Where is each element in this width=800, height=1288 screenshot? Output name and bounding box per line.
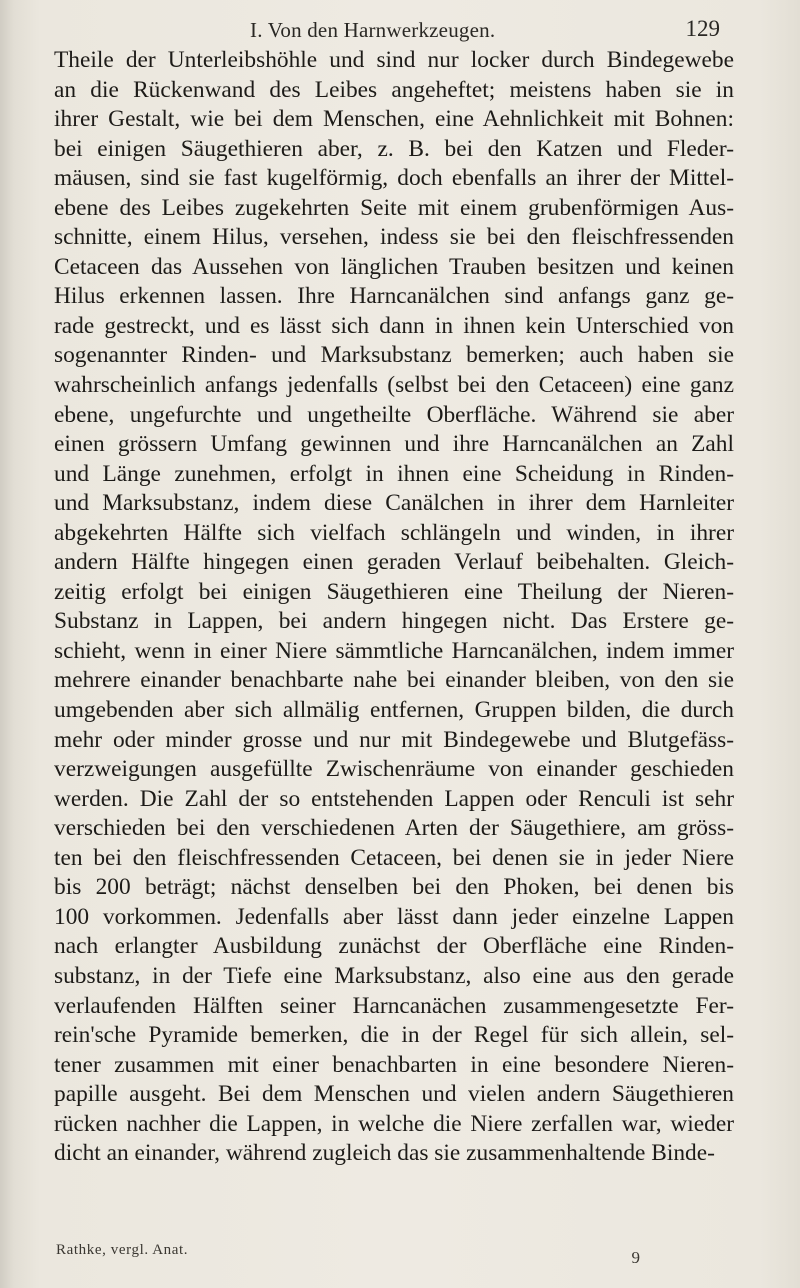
text-line: dicht an einander, während zugleich das sie zusammenhaltende Binde- <box>54 1140 715 1167</box>
text-line: und Marksubstanz, indem diese Canälchen in ihrer dem Harnleiter <box>54 490 734 517</box>
text-line: andern Hälfte hingegen einen geraden Verlauf beibehalten. Gleich- <box>54 549 734 576</box>
text-line: wahrscheinlich anfangs jedenfalls (selbst bei den Cetaceen) eine ganz <box>54 372 734 399</box>
text-line: ihrer Gestalt, wie bei dem Menschen, eine Aehnlichkeit mit Bohnen: <box>54 106 734 133</box>
text-line: tener zusammen mit einer benachbarten in eine besondere Nieren- <box>54 1051 734 1078</box>
page-footer <box>56 1242 696 1272</box>
text-line: papille ausgeht. Bei dem Menschen und vielen andern Säugethieren <box>54 1081 734 1108</box>
text-line: sogenannter Rinden- und Marksubstanz bemerken; auch haben sie <box>54 342 734 369</box>
text-line: Hilus erkennen lassen. Ihre Harncanälchen sind anfangs ganz ge- <box>54 283 734 310</box>
text-line: bis 200 beträgt; nächst denselben bei den Phoken, bei denen bis <box>54 874 734 901</box>
text-line: rade gestreckt, und es lässt sich dann in ihnen kein Unterschied von <box>54 312 734 339</box>
text-line: rein'sche Pyramide bemerken, die in der Regel für sich allein, sel- <box>54 1022 734 1049</box>
text-line: umgebenden aber sich allmälig entfernen, Gruppen bilden, die durch <box>54 697 734 724</box>
text-line: abgekehrten Hälfte sich vielfach schlängeln und winden, in ihrer <box>54 519 734 546</box>
text-line: Theile der Unterleibshöhle und sind nur locker durch Bindegewebe <box>54 47 734 73</box>
text-line: verlaufenden Hälften seiner Harncanächen zusammengesetzte Fer- <box>54 992 734 1019</box>
text-line: verschieden bei den verschiedenen Arten der Säugethiere, am gröss- <box>54 815 734 842</box>
text-line: an die Rückenwand des Leibes angeheftet; meistens haben sie in <box>54 76 734 103</box>
text-line: zeitig erfolgt bei einigen Säugethieren eine Theilung der Nieren- <box>54 578 734 605</box>
text-line: substanz, in der Tiefe eine Marksubstanz, also eine aus den gerade <box>54 962 734 989</box>
text-line: nach erlangter Ausbildung zunächst der Oberfläche eine Rinden- <box>54 933 734 960</box>
text-line: ebene, ungefurchte und ungetheilte Oberfläche. Während sie aber <box>54 401 734 428</box>
text-line: Cetaceen das Aussehen von länglichen Trauben besitzen und keinen <box>54 253 734 280</box>
page-edge-shadow <box>0 0 14 1288</box>
text-line: verzweigungen ausgefüllte Zwischenräume von einander geschieden <box>54 756 734 783</box>
text-line: rücken nachher die Lappen, in welche die Niere zerfallen war, wieder <box>54 1110 734 1137</box>
text-line: ten bei den fleischfressenden Cetaceen, bei denen sie in jeder Niere <box>54 844 734 871</box>
text-line: ebene des Leibes zugekehrten Seite mit einem grubenförmigen Aus- <box>54 194 734 221</box>
page-number: 129 <box>685 16 720 41</box>
text-line: 100 vorkommen. Jedenfalls aber lässt dann jeder einzelne Lappen <box>54 903 734 930</box>
text-line: mehr oder minder grosse und nur mit Bindegewebe und Blutgefäss- <box>54 726 734 753</box>
footer-note: Rathke, vergl. Anat. <box>56 1242 189 1258</box>
running-head <box>250 14 720 46</box>
text-line: schnitte, einem Hilus, versehen, indess sie bei den fleischfressenden <box>54 224 734 251</box>
body-text <box>54 46 734 1169</box>
text-line: werden. Die Zahl der so entstehenden Lappen oder Renculi ist sehr <box>54 785 734 812</box>
text-line: und Länge zunehmen, erfolgt in ihnen eine Scheidung in Rinden- <box>54 460 734 487</box>
text-line: schieht, wenn in einer Niere sämmtliche Harncanälchen, indem immer <box>54 637 734 664</box>
text-line: bei einigen Säugethieren aber, z. B. bei den Katzen und Fleder- <box>54 135 734 162</box>
running-title: I. Von den Harnwerkzeugen. <box>250 18 496 42</box>
text-line: einen grössern Umfang gewinnen und ihre Harncanälchen an Zahl <box>54 431 734 458</box>
text-line: mehrere einander benachbarte nahe bei einander bleiben, von den sie <box>54 667 734 694</box>
text-line: mäusen, sind sie fast kugelförmig, doch ebenfalls an ihrer der Mittel- <box>54 165 734 192</box>
signature-mark: 9 <box>631 1248 640 1267</box>
text-line: Substanz in Lappen, bei andern hingegen nicht. Das Erstere ge- <box>54 608 734 635</box>
